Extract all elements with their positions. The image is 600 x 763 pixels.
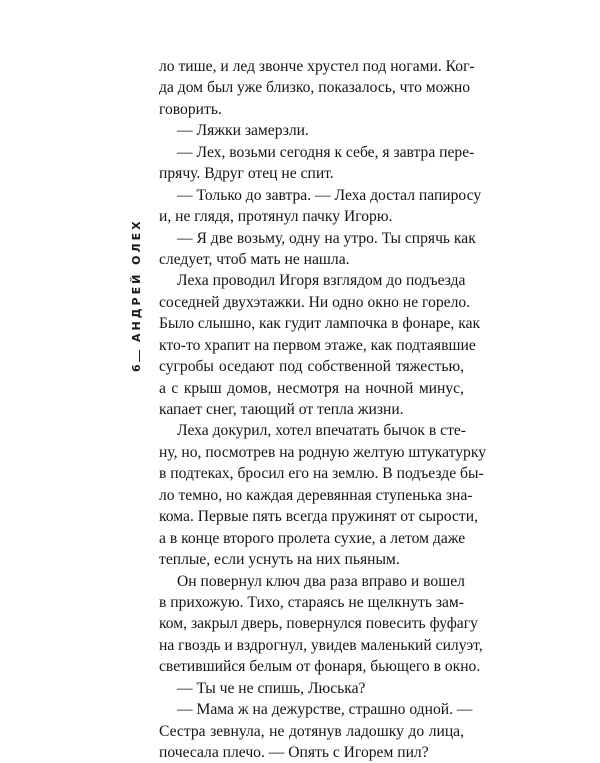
text-line: Сестра зевнула, не дотянув ладошку до лица, xyxy=(159,722,464,740)
text-line: Леха докурил, хотел впечатать бычок в сте- xyxy=(177,422,466,440)
text-line: светившийся белым от фонаря, бьющего в окно. xyxy=(159,658,481,676)
text-line: кома. Первые пять всегда пружинят от сырости, xyxy=(159,508,478,526)
text-line: Он повернул ключ два раза вправо и вошел xyxy=(177,572,465,590)
text-line: а с крыш домов, несмотря на ночной минус, xyxy=(159,379,464,397)
text-line: говорить. xyxy=(159,100,222,118)
text-line: ну, но, посмотрев на родную желтую штукатурку xyxy=(159,443,486,461)
text-line: прячу. Вдруг отец не спит. xyxy=(159,165,334,183)
text-line: Леха проводил Игоря взглядом до подъезда xyxy=(177,272,466,290)
text-line: на гвоздь и вздрогнул, увидев маленький силуэт, xyxy=(159,636,483,654)
text-line: следует, чтоб мать не нашла. xyxy=(159,250,350,268)
text-line: в подтеках, бросил его на землю. В подъезде бы- xyxy=(159,465,484,483)
text-line: ком, закрыл дверь, повернулся повесить фуфагу xyxy=(159,615,478,633)
text-line: и, не глядя, протянул пачку Игорю. xyxy=(159,208,393,226)
text-line: капает снег, тающий от тепла жизни. xyxy=(159,401,404,418)
text-line: соседней двухэтажки. Ни одно окно не горело. xyxy=(159,293,471,311)
text-line: — Лех, возьми сегодня к себе, я завтра пере- xyxy=(177,143,475,161)
running-head-author: АНДРЕЙ ОЛЕХ xyxy=(130,218,143,342)
text-line: — Ты че не спишь, Люська? xyxy=(177,679,366,697)
text-line: ло темно, но каждая деревянная ступенька зна- xyxy=(159,486,473,504)
text-line: — Ляжки замерзли. xyxy=(177,122,309,140)
text-line: в прихожую. Тихо, стараясь не щелкнуть зам- xyxy=(159,593,464,611)
text-line: ло тише, и лед звонче хрустел под ногами. Ког- xyxy=(159,58,475,75)
running-head-divider xyxy=(139,350,140,362)
text-line: — Я две возьму, одну на утро. Ты спрячь как xyxy=(177,229,476,247)
text-line: кто-то храпит на первом этаже, как подтаявшие xyxy=(159,336,476,354)
text-line: — Мама ж на дежурстве, страшно одной. — xyxy=(177,701,473,719)
text-line: да дом был уже близко, показалось, что можно xyxy=(159,79,470,97)
text-line: сугробы оседают под собственной тяжестью, xyxy=(159,358,464,376)
body-text xyxy=(159,56,486,763)
text-line: Было слышно, как гудит лампочка в фонаре, как xyxy=(159,315,481,333)
text-line: почесала плечо. — Опять с Игорем пил? xyxy=(159,744,429,761)
text-line: теплые, если уснуть на них пьяным. xyxy=(159,551,400,569)
text-line: а в конце второго пролета сухие, а летом даже xyxy=(159,529,466,547)
text-line: — Только до завтра. — Леха достал папиросу xyxy=(177,186,482,204)
page-number: 6 xyxy=(130,364,143,372)
